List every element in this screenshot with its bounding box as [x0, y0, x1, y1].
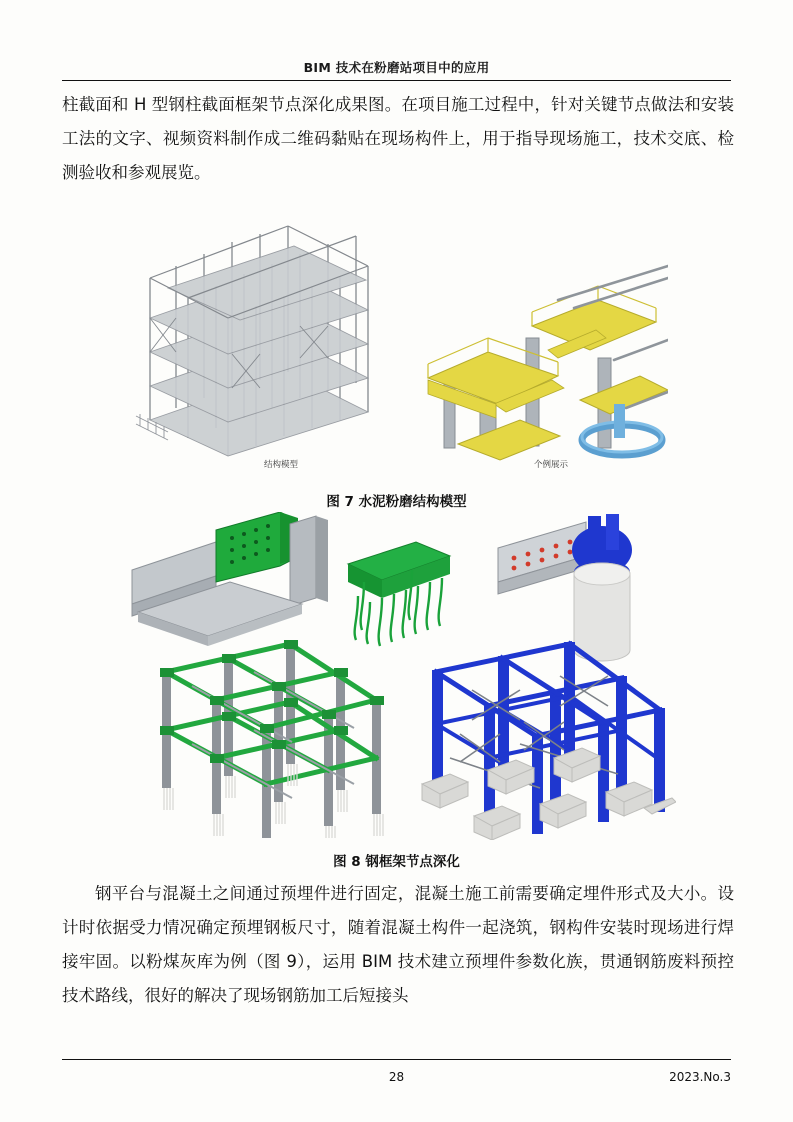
figure-7-image: [128, 208, 668, 478]
footer-divider: [62, 1059, 731, 1060]
paragraph-bottom: 钢平台与混凝土之间通过预埋件进行固定，混凝土施工前需要确定埋件形式及大小。设计时依据受力情况确定预埋钢板尺寸，随着混凝土构件一起浇筑，钢构件安装时现场进行焊接牢固。以粉煤灰库为例（图 9），运用 BIM 技术建立预埋件参数化族，贯通钢筋废料预控技术路线，很好的解决了现场钢筋加工后短接头: [62, 884, 734, 1005]
figure-8-caption: 图 8 钢框架节点深化: [333, 854, 460, 870]
figure-7-caption: 图 7 水泥粉磨结构模型: [326, 494, 467, 510]
footer-issue: 2023.No.3: [669, 1070, 731, 1084]
page-header-title: BIM 技术在粉磨站项目中的应用: [303, 60, 490, 75]
paragraph-top: 柱截面和 H 型钢柱截面框架节点深化成果图。在项目施工过程中，针对关键节点做法和安装工法的文字、视频资料制作成二维码黏贴在现场构件上，用于指导现场施工，技术交底、检测验收和参观展览。: [62, 95, 734, 182]
figure-7-graphic: [128, 208, 668, 478]
header-divider: [62, 80, 731, 81]
figure-7-subcaption-left: 结构模型: [263, 460, 298, 470]
footer-page-number: 28: [388, 1070, 405, 1084]
figure-8-image: [120, 512, 676, 840]
figure-8-graphic: [120, 512, 676, 840]
figure-7-subcaption-right: 个例展示: [533, 460, 568, 470]
